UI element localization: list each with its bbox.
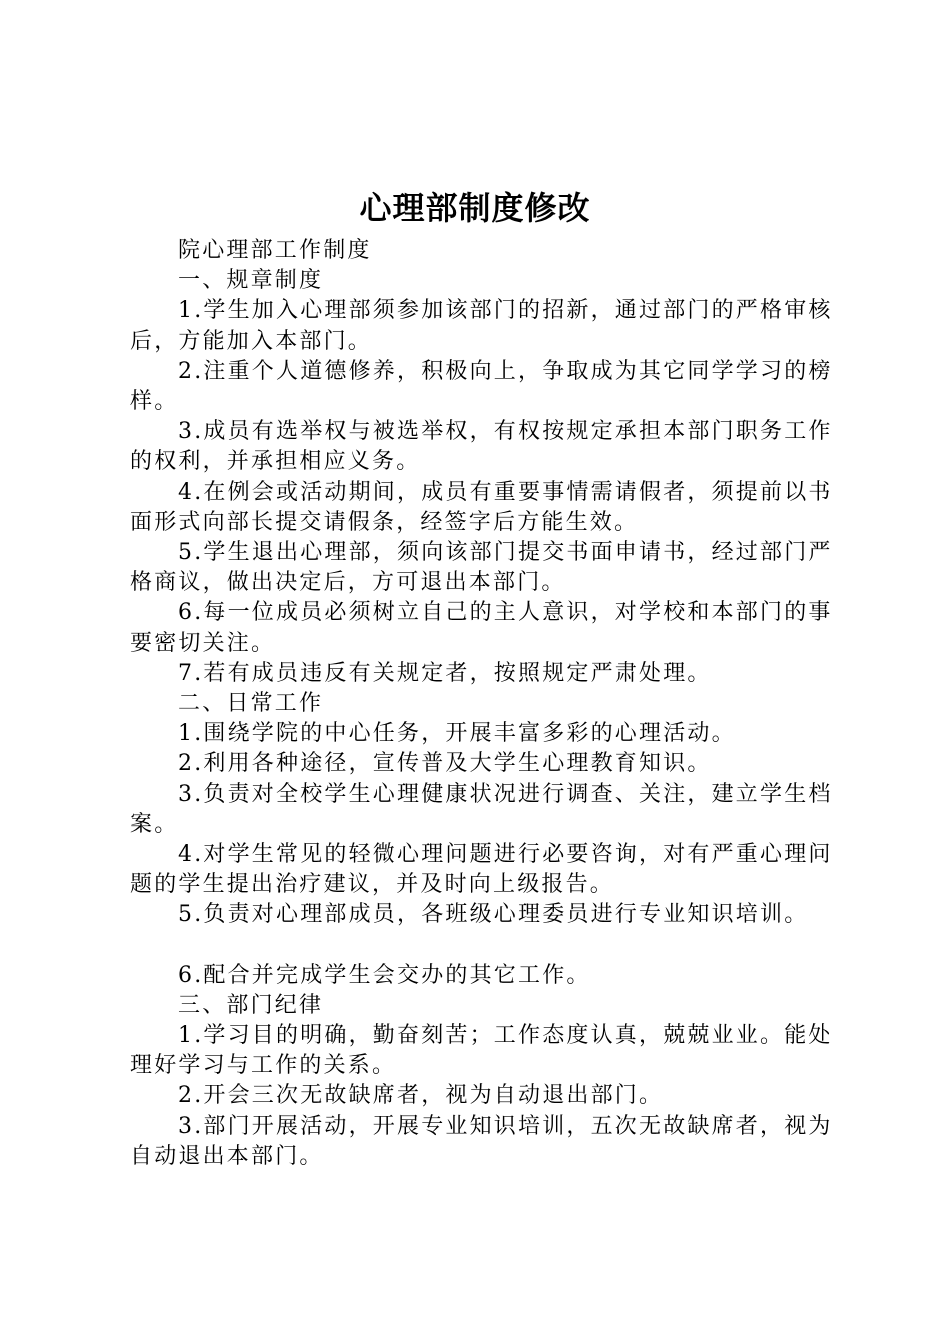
rule-item-4: 4.在例会或活动期间，成员有重要事情需请假者，须提前以书面形式向部长提交请假条，经签字后方能生效。 (130, 479, 833, 535)
document-body (130, 236, 850, 1172)
paragraph-heading-system: 院心理部工作制度 (178, 238, 372, 263)
daily-work-item-3: 3.负责对全校学生心理健康状况进行调查、关注，建立学生档案。 (130, 781, 833, 837)
rule-item-5: 5.学生退出心理部，须向该部门提交书面申请书，经过部门严格商议，做出决定后，方可退出本部门。 (130, 540, 833, 596)
discipline-item-3: 3.部门开展活动，开展专业知识培训，五次无故缺席者，视为自动退出本部门。 (130, 1113, 833, 1169)
daily-work-item-2: 2.利用各种途径，宣传普及大学生心理教育知识。 (178, 751, 712, 777)
rule-item-2: 2.注重个人道德修养，积极向上，争取成为其它同学学习的榜样。 (130, 358, 833, 415)
rule-item-7: 7.若有成员违反有关规定者，按照规定严肃处理。 (178, 660, 712, 686)
section-heading-daily-work: 二、日常工作 (178, 691, 324, 717)
daily-work-item-5: 5.负责对心理部成员，各班级心理委员进行专业知识培训。 (178, 902, 809, 928)
section-heading-rules: 一、规章制度 (178, 268, 324, 294)
rule-item-1: 1.学生加入心理部须参加该部门的招新，通过部门的严格审核后，方能加入本部门。 (130, 298, 833, 354)
daily-work-item-1: 1.围绕学院的中心任务，开展丰富多彩的心理活动。 (178, 721, 736, 747)
rule-item-6: 6.每一位成员必须树立自己的主人意识，对学校和本部门的事要密切关注。 (130, 600, 833, 656)
section-heading-discipline: 三、部门纪律 (178, 992, 324, 1018)
discipline-item-1: 1.学习目的明确，勤奋刻苦；工作态度认真，兢兢业业。能处理好学习与工作的关系。 (130, 1023, 833, 1079)
rule-item-3: 3.成员有选举权与被选举权，有权按规定承担本部门职务工作的权利，并承担相应义务。 (130, 419, 833, 475)
document-title: 心理部制度修改 (359, 189, 591, 227)
daily-work-item-6: 6.配合并完成学生会交办的其它工作。 (178, 962, 591, 988)
discipline-item-2: 2.开会三次无故缺席者，视为自动退出部门。 (178, 1083, 664, 1109)
daily-work-item-4: 4.对学生常见的轻微心理问题进行必要咨询，对有严重心理问题的学生提出治疗建议，并及时向上级报告。 (130, 842, 833, 898)
